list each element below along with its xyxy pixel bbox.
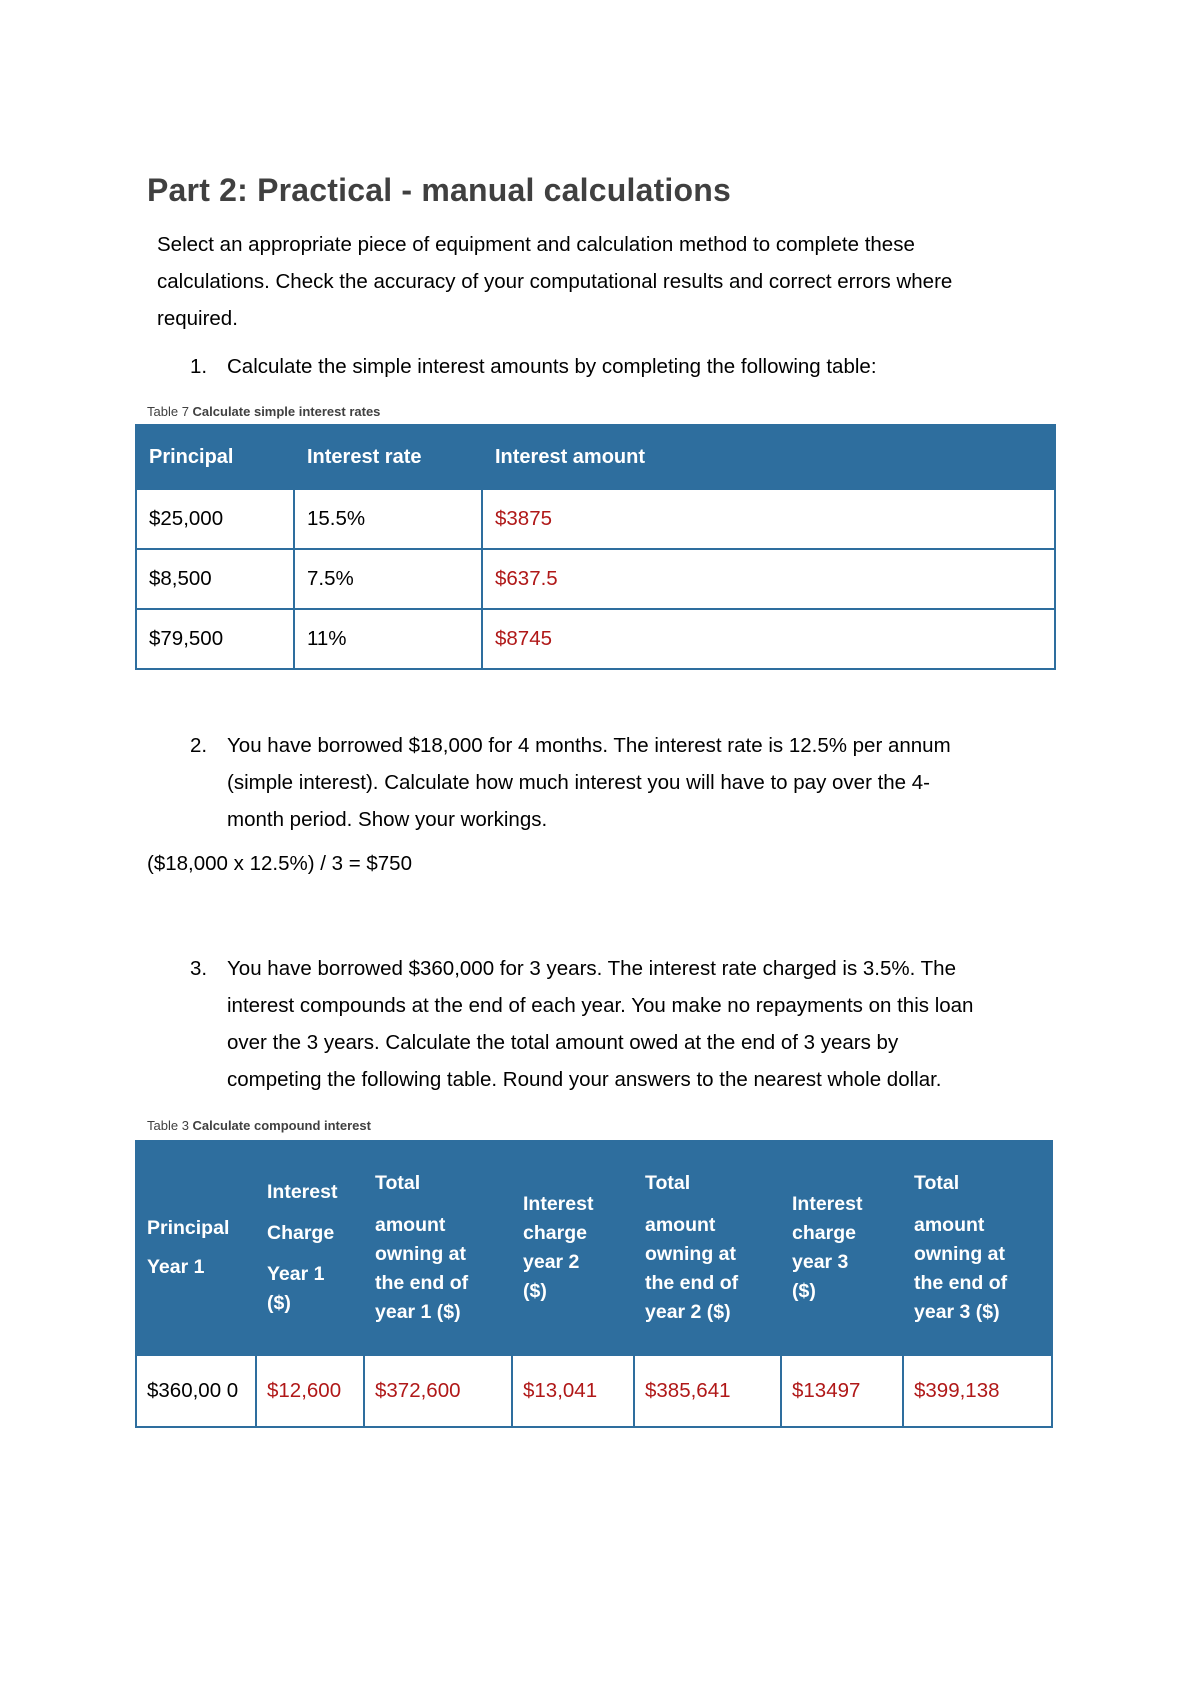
table-row [136,489,1055,549]
table-caption [147,1118,371,1133]
question-number: 3. [190,957,208,980]
header-line: owning at [645,1243,736,1265]
header-line: Year 1 [267,1263,325,1285]
answer-cell: $13,041 [512,1355,634,1427]
intro-paragraph [157,226,1037,337]
answer-cell: $12,600 [256,1355,364,1427]
question-line: competing the following table. Round your answers to the nearest whole dollar. [227,1068,942,1091]
caption-text: Calculate simple interest rates [192,404,381,419]
header-line: owning at [914,1243,1005,1265]
table-cell: 15.5% [294,489,482,549]
answer-cell: $637.5 [482,549,1055,609]
caption-prefix: Table 7 [147,404,189,419]
table-cell: 7.5% [294,549,482,609]
intro-line: required. [157,307,238,330]
table-cell: $8,500 [136,549,294,609]
simple-interest-table [135,424,1056,670]
answer-cell: $385,641 [634,1355,781,1427]
header-line: Total [914,1172,960,1194]
question-line: over the 3 years. Calculate the total amount owed at the end of 3 years by [227,1031,899,1054]
caption-prefix: Table 3 [147,1118,189,1133]
answer-cell: $372,600 [364,1355,512,1427]
header-line: Interest [523,1193,594,1215]
header-cell [364,1141,512,1355]
header-line: the end of [914,1272,1008,1294]
intro-line: Select an appropriate piece of equipment and calculation method to complete these [157,233,915,256]
question-number: 2. [190,734,208,757]
question-line: You have borrowed $18,000 for 4 months. The interest rate is 12.5% per annum [227,734,951,757]
question-number: 1. [190,355,208,378]
header-cell [634,1141,781,1355]
header-line: Total [375,1172,421,1194]
table-cell: $25,000 [136,489,294,549]
header-line: year 2 [523,1251,580,1273]
compound-interest-table [135,1140,1053,1428]
header-line: Year 1 [147,1256,205,1278]
header-line: year 3 [792,1251,849,1273]
header-cell [256,1141,364,1355]
header-line: Total [645,1172,691,1194]
header-line: amount [914,1214,985,1236]
header-line: owning at [375,1243,466,1265]
answer-cell: $399,138 [903,1355,1052,1427]
working-calculation: ($18,000 x 12.5%) / 3 = $750 [147,852,412,875]
table-caption [147,404,380,419]
table-header-row [136,1141,1052,1355]
header-line: amount [375,1214,446,1236]
question-line: (simple interest). Calculate how much interest you will have to pay over the 4- [227,771,931,794]
intro-line: calculations. Check the accuracy of your computational results and correct errors where [157,270,953,293]
header-line: Charge [267,1222,335,1244]
question-line: You have borrowed $360,000 for 3 years. The interest rate charged is 3.5%. The [227,957,956,980]
header-line: year 2 ($) [645,1301,731,1323]
header-line: amount [645,1214,716,1236]
question-line: month period. Show your workings. [227,808,548,831]
answer-cell: $13497 [781,1355,903,1427]
question-3 [190,950,1067,1098]
answer-cell: $8745 [482,609,1055,669]
table-cell: $360,00 0 [136,1355,256,1427]
header-line: ($) [523,1280,547,1302]
header-cell [903,1141,1052,1355]
table-row [136,1355,1052,1427]
table-row [136,549,1055,609]
header-line: the end of [375,1272,469,1294]
question-text: Calculate the simple interest amounts by completing the following table: [227,355,877,378]
header-line: ($) [792,1280,816,1302]
page-title: Part 2: Practical - manual calculations [147,172,732,208]
header-cell [781,1141,903,1355]
question-1 [190,348,1057,385]
header-cell [512,1141,634,1355]
header-cell: Interest amount [482,425,1055,489]
caption-text: Calculate compound interest [192,1118,371,1133]
header-line: ($) [267,1292,291,1314]
header-cell: Interest rate [294,425,482,489]
table-cell: $79,500 [136,609,294,669]
header-line: Interest [267,1181,338,1203]
header-line: charge [523,1222,587,1244]
table-row [136,609,1055,669]
question-2 [190,727,1057,838]
header-line: year 3 ($) [914,1301,1000,1323]
question-line: interest compounds at the end of each year. You make no repayments on this loan [227,994,974,1017]
header-line: year 1 ($) [375,1301,461,1323]
header-cell: Principal [136,425,294,489]
header-line: Interest [792,1193,863,1215]
header-line: charge [792,1222,856,1244]
header-line: Principal [147,1217,230,1239]
header-cell [136,1141,256,1355]
table-cell: 11% [294,609,482,669]
header-line: the end of [645,1272,739,1294]
table-header-row [136,425,1055,489]
answer-cell: $3875 [482,489,1055,549]
